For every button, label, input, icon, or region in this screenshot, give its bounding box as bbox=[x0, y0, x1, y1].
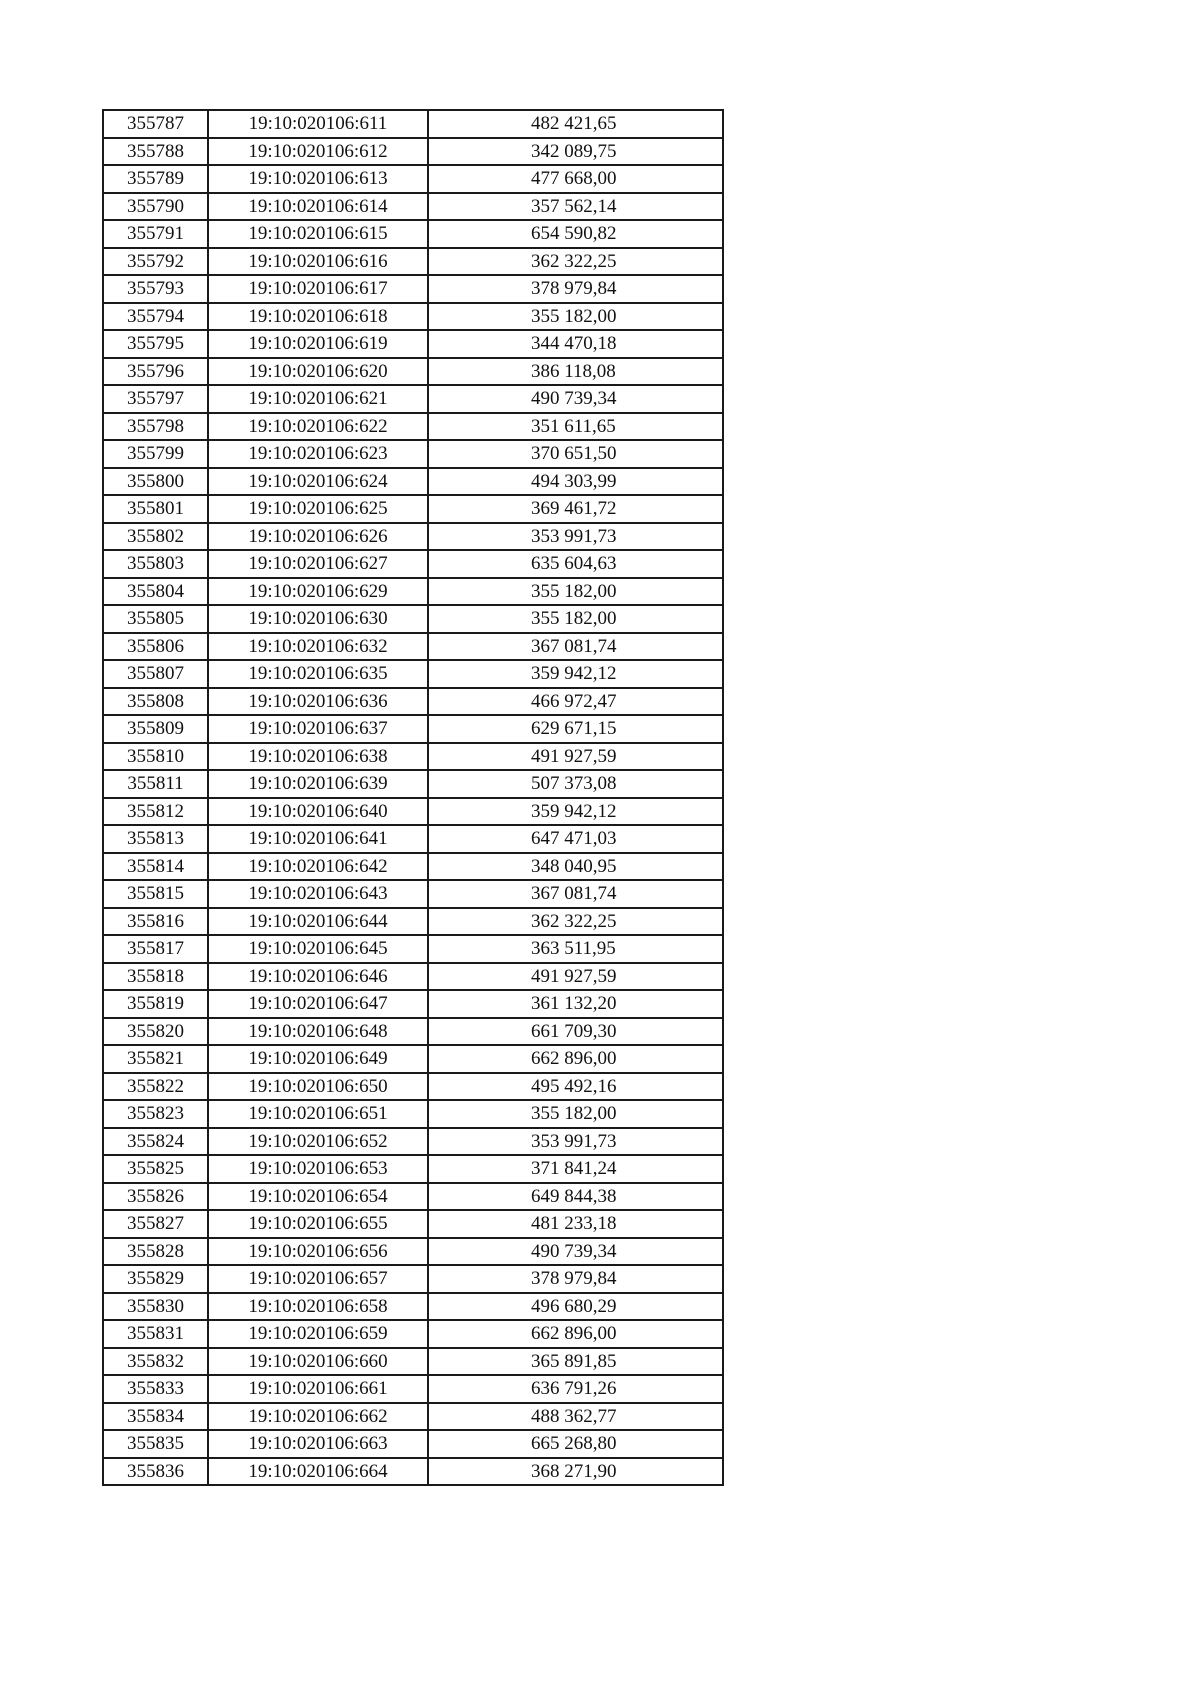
row-number-cell: 355808 bbox=[103, 688, 208, 716]
value-cell: 365 891,85 bbox=[428, 1348, 723, 1376]
cadastral-number-cell: 19:10:020106:640 bbox=[208, 798, 428, 826]
value-cell: 371 841,24 bbox=[428, 1155, 723, 1183]
table-row bbox=[103, 1403, 723, 1431]
row-number-cell: 355804 bbox=[103, 578, 208, 606]
row-number-cell: 355810 bbox=[103, 743, 208, 771]
table-row bbox=[103, 688, 723, 716]
row-number-cell: 355789 bbox=[103, 165, 208, 193]
row-number-cell: 355811 bbox=[103, 770, 208, 798]
table-row bbox=[103, 633, 723, 661]
cadastral-number-cell: 19:10:020106:650 bbox=[208, 1073, 428, 1101]
row-number-cell: 355830 bbox=[103, 1293, 208, 1321]
table-row bbox=[103, 440, 723, 468]
table-row bbox=[103, 743, 723, 771]
value-cell: 654 590,82 bbox=[428, 220, 723, 248]
cadastral-number-cell: 19:10:020106:626 bbox=[208, 523, 428, 551]
table-row bbox=[103, 605, 723, 633]
cadastral-number-cell: 19:10:020106:623 bbox=[208, 440, 428, 468]
cadastral-number-cell: 19:10:020106:645 bbox=[208, 935, 428, 963]
table-row bbox=[103, 468, 723, 496]
row-number-cell: 355823 bbox=[103, 1100, 208, 1128]
row-number-cell: 355831 bbox=[103, 1320, 208, 1348]
cadastral-number-cell: 19:10:020106:638 bbox=[208, 743, 428, 771]
table-row bbox=[103, 165, 723, 193]
value-cell: 359 942,12 bbox=[428, 660, 723, 688]
table-row bbox=[103, 1238, 723, 1266]
table-row bbox=[103, 1210, 723, 1238]
cadastral-number-cell: 19:10:020106:622 bbox=[208, 413, 428, 441]
cadastral-number-cell: 19:10:020106:624 bbox=[208, 468, 428, 496]
cadastral-number-cell: 19:10:020106:612 bbox=[208, 138, 428, 166]
value-cell: 355 182,00 bbox=[428, 578, 723, 606]
row-number-cell: 355827 bbox=[103, 1210, 208, 1238]
table-row bbox=[103, 275, 723, 303]
table-row bbox=[103, 358, 723, 386]
value-cell: 378 979,84 bbox=[428, 275, 723, 303]
row-number-cell: 355806 bbox=[103, 633, 208, 661]
value-cell: 636 791,26 bbox=[428, 1375, 723, 1403]
table-row bbox=[103, 1073, 723, 1101]
row-number-cell: 355821 bbox=[103, 1045, 208, 1073]
table-row bbox=[103, 385, 723, 413]
row-number-cell: 355814 bbox=[103, 853, 208, 881]
cadastral-number-cell: 19:10:020106:649 bbox=[208, 1045, 428, 1073]
cadastral-number-cell: 19:10:020106:637 bbox=[208, 715, 428, 743]
table-row bbox=[103, 110, 723, 138]
table-row bbox=[103, 1320, 723, 1348]
cadastral-number-cell: 19:10:020106:614 bbox=[208, 193, 428, 221]
table-row bbox=[103, 193, 723, 221]
row-number-cell: 355787 bbox=[103, 110, 208, 138]
cadastral-number-cell: 19:10:020106:647 bbox=[208, 990, 428, 1018]
cadastral-number-cell: 19:10:020106:653 bbox=[208, 1155, 428, 1183]
value-cell: 362 322,25 bbox=[428, 908, 723, 936]
row-number-cell: 355809 bbox=[103, 715, 208, 743]
value-cell: 348 040,95 bbox=[428, 853, 723, 881]
row-number-cell: 355817 bbox=[103, 935, 208, 963]
table-row bbox=[103, 1430, 723, 1458]
row-number-cell: 355802 bbox=[103, 523, 208, 551]
cadastral-number-cell: 19:10:020106:616 bbox=[208, 248, 428, 276]
row-number-cell: 355818 bbox=[103, 963, 208, 991]
row-number-cell: 355832 bbox=[103, 1348, 208, 1376]
value-cell: 647 471,03 bbox=[428, 825, 723, 853]
cadastral-number-cell: 19:10:020106:655 bbox=[208, 1210, 428, 1238]
table-row bbox=[103, 523, 723, 551]
table-row bbox=[103, 853, 723, 881]
row-number-cell: 355835 bbox=[103, 1430, 208, 1458]
row-number-cell: 355799 bbox=[103, 440, 208, 468]
table-row bbox=[103, 495, 723, 523]
value-cell: 367 081,74 bbox=[428, 633, 723, 661]
cadastral-number-cell: 19:10:020106:662 bbox=[208, 1403, 428, 1431]
row-number-cell: 355791 bbox=[103, 220, 208, 248]
cadastral-number-cell: 19:10:020106:620 bbox=[208, 358, 428, 386]
row-number-cell: 355829 bbox=[103, 1265, 208, 1293]
value-cell: 477 668,00 bbox=[428, 165, 723, 193]
cadastral-value-table bbox=[102, 109, 724, 1486]
cadastral-number-cell: 19:10:020106:618 bbox=[208, 303, 428, 331]
table-row bbox=[103, 248, 723, 276]
value-cell: 494 303,99 bbox=[428, 468, 723, 496]
table-row bbox=[103, 825, 723, 853]
cadastral-number-cell: 19:10:020106:627 bbox=[208, 550, 428, 578]
table-row bbox=[103, 935, 723, 963]
table-row bbox=[103, 1183, 723, 1211]
value-cell: 665 268,80 bbox=[428, 1430, 723, 1458]
value-cell: 361 132,20 bbox=[428, 990, 723, 1018]
cadastral-number-cell: 19:10:020106:641 bbox=[208, 825, 428, 853]
value-cell: 649 844,38 bbox=[428, 1183, 723, 1211]
value-cell: 495 492,16 bbox=[428, 1073, 723, 1101]
value-cell: 355 182,00 bbox=[428, 303, 723, 331]
cadastral-number-cell: 19:10:020106:648 bbox=[208, 1018, 428, 1046]
row-number-cell: 355801 bbox=[103, 495, 208, 523]
cadastral-number-cell: 19:10:020106:611 bbox=[208, 110, 428, 138]
value-cell: 357 562,14 bbox=[428, 193, 723, 221]
value-cell: 353 991,73 bbox=[428, 523, 723, 551]
cadastral-number-cell: 19:10:020106:658 bbox=[208, 1293, 428, 1321]
value-cell: 629 671,15 bbox=[428, 715, 723, 743]
cadastral-number-cell: 19:10:020106:619 bbox=[208, 330, 428, 358]
value-cell: 488 362,77 bbox=[428, 1403, 723, 1431]
value-cell: 491 927,59 bbox=[428, 963, 723, 991]
table-row bbox=[103, 880, 723, 908]
value-cell: 342 089,75 bbox=[428, 138, 723, 166]
table-row bbox=[103, 908, 723, 936]
table-row bbox=[103, 1375, 723, 1403]
row-number-cell: 355790 bbox=[103, 193, 208, 221]
cadastral-number-cell: 19:10:020106:632 bbox=[208, 633, 428, 661]
row-number-cell: 355812 bbox=[103, 798, 208, 826]
cadastral-number-cell: 19:10:020106:663 bbox=[208, 1430, 428, 1458]
value-cell: 363 511,95 bbox=[428, 935, 723, 963]
value-cell: 481 233,18 bbox=[428, 1210, 723, 1238]
table-row bbox=[103, 1155, 723, 1183]
value-cell: 662 896,00 bbox=[428, 1045, 723, 1073]
table-row bbox=[103, 798, 723, 826]
table-row bbox=[103, 770, 723, 798]
table-row bbox=[103, 550, 723, 578]
cadastral-number-cell: 19:10:020106:654 bbox=[208, 1183, 428, 1211]
row-number-cell: 355834 bbox=[103, 1403, 208, 1431]
value-cell: 507 373,08 bbox=[428, 770, 723, 798]
cadastral-number-cell: 19:10:020106:661 bbox=[208, 1375, 428, 1403]
table-row bbox=[103, 1128, 723, 1156]
value-cell: 466 972,47 bbox=[428, 688, 723, 716]
cadastral-number-cell: 19:10:020106:617 bbox=[208, 275, 428, 303]
cadastral-number-cell: 19:10:020106:651 bbox=[208, 1100, 428, 1128]
cadastral-number-cell: 19:10:020106:656 bbox=[208, 1238, 428, 1266]
cadastral-number-cell: 19:10:020106:615 bbox=[208, 220, 428, 248]
table-row bbox=[103, 963, 723, 991]
value-cell: 490 739,34 bbox=[428, 1238, 723, 1266]
table-row bbox=[103, 715, 723, 743]
table-row bbox=[103, 413, 723, 441]
row-number-cell: 355826 bbox=[103, 1183, 208, 1211]
cadastral-number-cell: 19:10:020106:635 bbox=[208, 660, 428, 688]
cadastral-number-cell: 19:10:020106:621 bbox=[208, 385, 428, 413]
row-number-cell: 355798 bbox=[103, 413, 208, 441]
table-row bbox=[103, 660, 723, 688]
value-cell: 355 182,00 bbox=[428, 1100, 723, 1128]
row-number-cell: 355796 bbox=[103, 358, 208, 386]
value-cell: 344 470,18 bbox=[428, 330, 723, 358]
row-number-cell: 355816 bbox=[103, 908, 208, 936]
cadastral-number-cell: 19:10:020106:657 bbox=[208, 1265, 428, 1293]
cadastral-number-cell: 19:10:020106:652 bbox=[208, 1128, 428, 1156]
table-row bbox=[103, 303, 723, 331]
row-number-cell: 355803 bbox=[103, 550, 208, 578]
value-cell: 378 979,84 bbox=[428, 1265, 723, 1293]
row-number-cell: 355788 bbox=[103, 138, 208, 166]
row-number-cell: 355828 bbox=[103, 1238, 208, 1266]
value-cell: 491 927,59 bbox=[428, 743, 723, 771]
cadastral-number-cell: 19:10:020106:636 bbox=[208, 688, 428, 716]
value-cell: 367 081,74 bbox=[428, 880, 723, 908]
value-cell: 370 651,50 bbox=[428, 440, 723, 468]
row-number-cell: 355836 bbox=[103, 1458, 208, 1486]
row-number-cell: 355822 bbox=[103, 1073, 208, 1101]
table-row bbox=[103, 1348, 723, 1376]
row-number-cell: 355815 bbox=[103, 880, 208, 908]
value-cell: 635 604,63 bbox=[428, 550, 723, 578]
table-body bbox=[103, 110, 723, 1485]
cadastral-number-cell: 19:10:020106:659 bbox=[208, 1320, 428, 1348]
cadastral-number-cell: 19:10:020106:643 bbox=[208, 880, 428, 908]
value-cell: 661 709,30 bbox=[428, 1018, 723, 1046]
value-cell: 368 271,90 bbox=[428, 1458, 723, 1486]
value-cell: 496 680,29 bbox=[428, 1293, 723, 1321]
row-number-cell: 355797 bbox=[103, 385, 208, 413]
table-row bbox=[103, 220, 723, 248]
row-number-cell: 355800 bbox=[103, 468, 208, 496]
value-cell: 662 896,00 bbox=[428, 1320, 723, 1348]
value-cell: 353 991,73 bbox=[428, 1128, 723, 1156]
cadastral-number-cell: 19:10:020106:644 bbox=[208, 908, 428, 936]
value-cell: 369 461,72 bbox=[428, 495, 723, 523]
row-number-cell: 355824 bbox=[103, 1128, 208, 1156]
table-row bbox=[103, 1293, 723, 1321]
row-number-cell: 355820 bbox=[103, 1018, 208, 1046]
row-number-cell: 355792 bbox=[103, 248, 208, 276]
table-row bbox=[103, 1100, 723, 1128]
cadastral-number-cell: 19:10:020106:664 bbox=[208, 1458, 428, 1486]
table-row bbox=[103, 1045, 723, 1073]
value-cell: 482 421,65 bbox=[428, 110, 723, 138]
cadastral-number-cell: 19:10:020106:642 bbox=[208, 853, 428, 881]
row-number-cell: 355807 bbox=[103, 660, 208, 688]
row-number-cell: 355794 bbox=[103, 303, 208, 331]
cadastral-number-cell: 19:10:020106:646 bbox=[208, 963, 428, 991]
table-row bbox=[103, 1265, 723, 1293]
cadastral-number-cell: 19:10:020106:625 bbox=[208, 495, 428, 523]
cadastral-number-cell: 19:10:020106:660 bbox=[208, 1348, 428, 1376]
row-number-cell: 355813 bbox=[103, 825, 208, 853]
value-cell: 490 739,34 bbox=[428, 385, 723, 413]
cadastral-number-cell: 19:10:020106:639 bbox=[208, 770, 428, 798]
row-number-cell: 355795 bbox=[103, 330, 208, 358]
table-row bbox=[103, 1018, 723, 1046]
cadastral-number-cell: 19:10:020106:630 bbox=[208, 605, 428, 633]
row-number-cell: 355805 bbox=[103, 605, 208, 633]
table-row bbox=[103, 330, 723, 358]
row-number-cell: 355833 bbox=[103, 1375, 208, 1403]
row-number-cell: 355793 bbox=[103, 275, 208, 303]
value-cell: 362 322,25 bbox=[428, 248, 723, 276]
row-number-cell: 355825 bbox=[103, 1155, 208, 1183]
cadastral-number-cell: 19:10:020106:629 bbox=[208, 578, 428, 606]
value-cell: 355 182,00 bbox=[428, 605, 723, 633]
value-cell: 386 118,08 bbox=[428, 358, 723, 386]
value-cell: 359 942,12 bbox=[428, 798, 723, 826]
value-cell: 351 611,65 bbox=[428, 413, 723, 441]
row-number-cell: 355819 bbox=[103, 990, 208, 1018]
table-row bbox=[103, 578, 723, 606]
cadastral-number-cell: 19:10:020106:613 bbox=[208, 165, 428, 193]
table-row bbox=[103, 138, 723, 166]
table-row bbox=[103, 1458, 723, 1486]
table-row bbox=[103, 990, 723, 1018]
